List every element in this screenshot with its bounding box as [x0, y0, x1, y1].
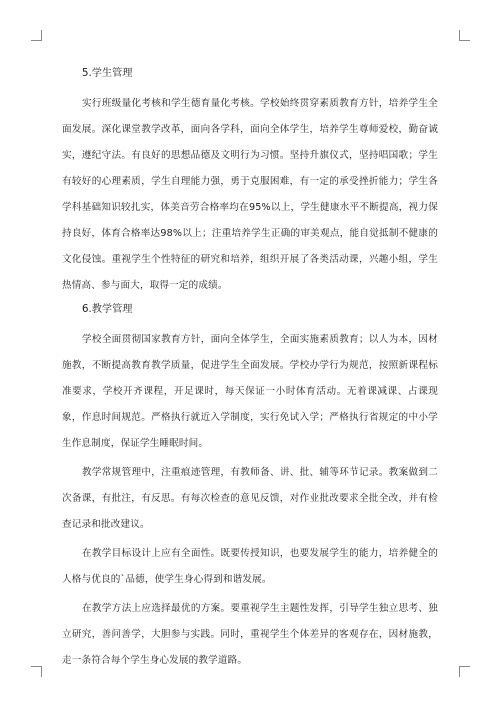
crop-mark-bottom-right [459, 666, 470, 677]
section-heading: 5.学生管理 [82, 68, 133, 79]
section-heading: 6.教学管理 [82, 304, 133, 315]
paragraph: 在教学方法上应选择最优的方案。要重视学生主题性发挥，引导学生独立思考、独立研究，善问善学，大胆参与实践。同时，重视学生个体差异的客观存在，因材施教，走一条符合每个学生身心发展的教学道路。 [62, 603, 438, 666]
document-body [62, 66, 438, 677]
paragraph: 在教学目标设计上应有全面性。既要传授知识，也要发展学生的能力，培养健全的人格与优良的`品德，使学生身心得到和谐发展。 [62, 548, 438, 585]
crop-mark-bottom-left [31, 666, 42, 677]
crop-mark-top-left [31, 30, 42, 41]
section-student-management [62, 66, 438, 299]
paragraph: 实行班级量化考核和学生德育量化考核。学校始终贯穿素质教育方针，培养学生全面发展。深化课堂教学改革，面向各学科，面向全体学生，培养学生尊师爱校，勤奋诚实，遵纪守法。有良好的思想品德及文明行为习惯。坚持升旗仪式，坚持唱国歌；学生有较好的心理素质，学生自理能力强，勇于克服困难，有一定的承受挫折能力；学生各学科基础知识较扎实，体美音劳合格率均在95%以上，学生健康水平不断提高，视力保持良好，体育合格率达98%以上；注重培养学生正确的审美观点，能自觉抵制不健康的文化侵蚀。重视学生个性特征的研究和培养，组织开展了各类活动课，兴趣小组，学生热情高、参与面大，取得一定的成绩。 [62, 98, 438, 291]
section-teaching-management [62, 302, 438, 674]
crop-mark-top-right [459, 30, 470, 41]
paragraph: 教学常规管理中，注重痕迹管理，有教师备、讲、批、辅等环节记录。教案做到二次备课，有批注，有反思。有每次检查的意见反馈，对作业批改要求全批全改，并有检查记录和批改建议。 [62, 467, 438, 530]
paragraph: 学校全面贯彻国家教育方针，面向全体学生，全面实施素质教育；以人为本，因材施教，不断提高教育教学质量，促进学生全面发展。学校办学行为规范，按照新课程标准要求，学校开齐课程，开足课时，每天保证一小时体育活动。无着课减课、占课现象，作息时间规范。严格执行就近入学制度，实行免试入学；严格执行省规定的中小学生作息制度，保证学生睡眠时间。 [62, 334, 438, 449]
